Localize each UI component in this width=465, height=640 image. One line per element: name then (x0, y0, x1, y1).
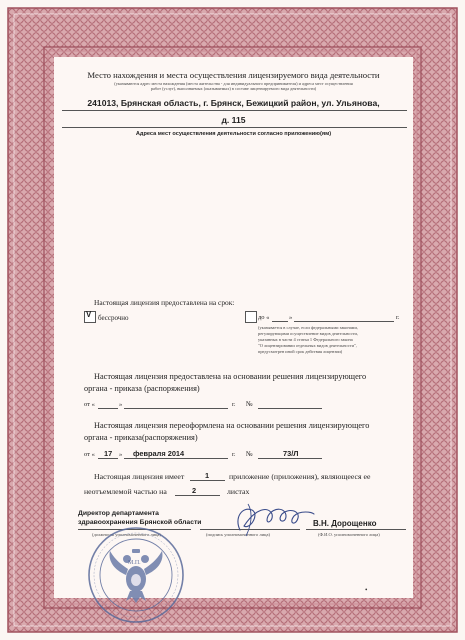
caption-signature: (подпись уполномоченного лица) (206, 532, 270, 537)
handwritten-signature (228, 500, 318, 540)
until-day-line (272, 321, 288, 322)
appendix-line2-suffix: листах (227, 487, 250, 496)
address-line2: д. 115 (221, 115, 246, 125)
term-note-2: регулирующими осуществление видов деятельности, (258, 331, 358, 336)
reissue-month-line (124, 458, 228, 459)
name-underline (306, 529, 406, 530)
until-year-suffix: г. (396, 314, 400, 321)
reissue-month: февраля 2014 (133, 449, 185, 458)
check-mark: V (86, 310, 92, 319)
basis-line1: Настоящая лицензия предоставлена на основании решения лицензирующего (94, 372, 367, 381)
reissue-date-prefix: от « (84, 451, 95, 458)
corner-mark: • (365, 586, 368, 594)
signer-position-line1: Директор департамента (78, 510, 159, 517)
term-note-1: (указывается в случае, если федеральными законами, (258, 325, 358, 330)
until-month-line (294, 321, 394, 322)
reissue-line2: органа - приказа(распоряжения) (84, 433, 198, 442)
reissue-day-line (98, 458, 118, 459)
address-note: Адреса мест осуществления деятельности согласно приложению(ям) (135, 131, 332, 137)
appendix-sheets-line (175, 495, 220, 496)
basis-line2: органа - приказа (распоряжения) (84, 384, 200, 393)
address-line1: 241013, Брянская область, г. Брянск, Бежицкий район, ул. Ульянова, (87, 98, 380, 108)
appendix-suffix: приложение (приложения), являющееся ее (229, 472, 371, 481)
reissue-day: 17 (104, 449, 113, 458)
reissue-date-mid: » (119, 451, 123, 458)
appendix-count: 1 (205, 471, 210, 480)
appendix-sheets: 2 (192, 486, 197, 495)
term-note-3: указанных в части 4 статьи 1 Федерального закона (258, 337, 353, 342)
basis-year-suffix: г. (232, 401, 236, 408)
address-underline2 (62, 127, 407, 128)
reissue-number: 73/Л (283, 449, 299, 458)
until-mid: » (289, 314, 293, 321)
unlimited-label: бессрочно (98, 314, 129, 322)
basis-day-line (98, 408, 118, 409)
section-title: Место нахождения и места осуществления лицензируемого вида деятельности (87, 70, 380, 80)
term-note-4: "О лицензировании отдельных видов деятельности", (258, 343, 357, 348)
basis-number-prefix: № (246, 400, 253, 408)
reissue-number-prefix: № (246, 450, 253, 458)
appendix-line2-prefix: неотъемлемой частью на (84, 487, 167, 496)
until-checkbox (245, 311, 257, 323)
signer-name: В.Н. Дорощенко (313, 519, 377, 528)
signer-position-line2: здравоохранения Брянской области (78, 519, 202, 526)
reissue-year-suffix: г. (232, 451, 236, 458)
stamp-mp-label: М.П. (128, 560, 141, 566)
until-prefix: до « (258, 314, 270, 321)
reissue-number-line (258, 458, 322, 459)
reissue-line1: Настоящая лицензия переоформлена на основании решения лицензирующего (94, 421, 370, 430)
term-label: Настоящая лицензия предоставлена на срок: (94, 298, 235, 307)
basis-date-mid: » (119, 401, 123, 408)
caption-name: (Ф.И.О. уполномоченного лица) (318, 532, 380, 537)
basis-month-line (124, 408, 228, 409)
basis-number-line (258, 408, 322, 409)
address-underline1 (62, 110, 407, 111)
term-note-5: предусмотрен иной срок действия лицензии) (258, 349, 343, 354)
official-stamp (86, 525, 186, 625)
section-subtitle-line1: (указываются адрес места нахождения (места жительства - для индивидуального предпринимателя) и адреса мест осуществления (114, 81, 353, 86)
caption-position: (должность уполномоченного лица) (92, 532, 161, 537)
appendix-count-line (190, 480, 225, 481)
appendix-prefix: Настоящая лицензия имеет (94, 472, 185, 481)
section-subtitle-line2: работ (услуг), выполняемых (оказываемых) в составе лицензируемого вида деятельности) (150, 86, 317, 91)
basis-date-prefix: от « (84, 401, 95, 408)
